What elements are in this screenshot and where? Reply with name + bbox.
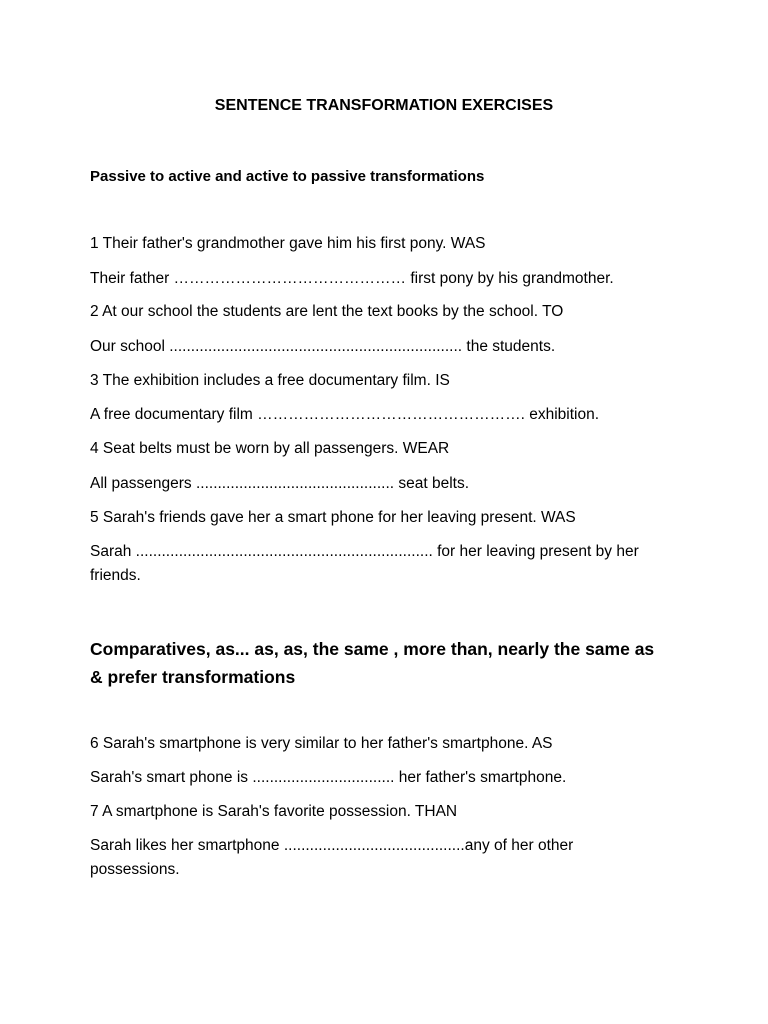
exercise-1-prompt: 1 Their father's grandmother gave him his first pony. WAS — [90, 235, 486, 252]
section-heading-comparatives — [90, 635, 654, 691]
exercise-6-answer: Sarah's smart phone is ................................. her father's smartphone. — [90, 769, 567, 786]
section-heading-comparatives-line1: Comparatives, as... as, as, the same , more than, nearly the same as — [90, 639, 655, 659]
section-heading-comparatives-line2: & prefer transformations — [90, 667, 296, 687]
exercise-5-prompt: 5 Sarah's friends gave her a smart phone for her leaving present. WAS — [90, 509, 576, 526]
exercise-5-answer: Sarah ..................................................................... for her leaving present by her friends. — [90, 543, 639, 584]
exercise-7-answer: Sarah likes her smartphone ..........................................any of her other possessions. — [90, 837, 574, 878]
exercise-2-prompt: 2 At our school the students are lent the text books by the school. TO — [90, 303, 564, 320]
exercise-3-prompt: 3 The exhibition includes a free documentary film. IS — [90, 372, 450, 389]
exercise-4-prompt: 4 Seat belts must be worn by all passengers. WEAR — [90, 440, 450, 457]
exercise-1-answer: Their father ……………………………………… first pony by his grandmother. — [90, 270, 614, 287]
exercise-3-answer: A free documentary film ……………………………………………. exhibition. — [90, 406, 600, 423]
exercise-6-prompt: 6 Sarah's smartphone is very similar to her father's smartphone. AS — [90, 735, 553, 752]
exercise-4-answer: All passengers .............................................. seat belts. — [90, 475, 470, 492]
exercise-7-prompt: 7 A smartphone is Sarah's favorite possession. THAN — [90, 803, 458, 820]
section-heading-passive-active: Passive to active and active to passive transformations — [90, 168, 485, 185]
exercise-2-answer: Our school .................................................................... the students. — [90, 338, 556, 355]
page-title: SENTENCE TRANSFORMATION EXERCISES — [214, 97, 554, 114]
